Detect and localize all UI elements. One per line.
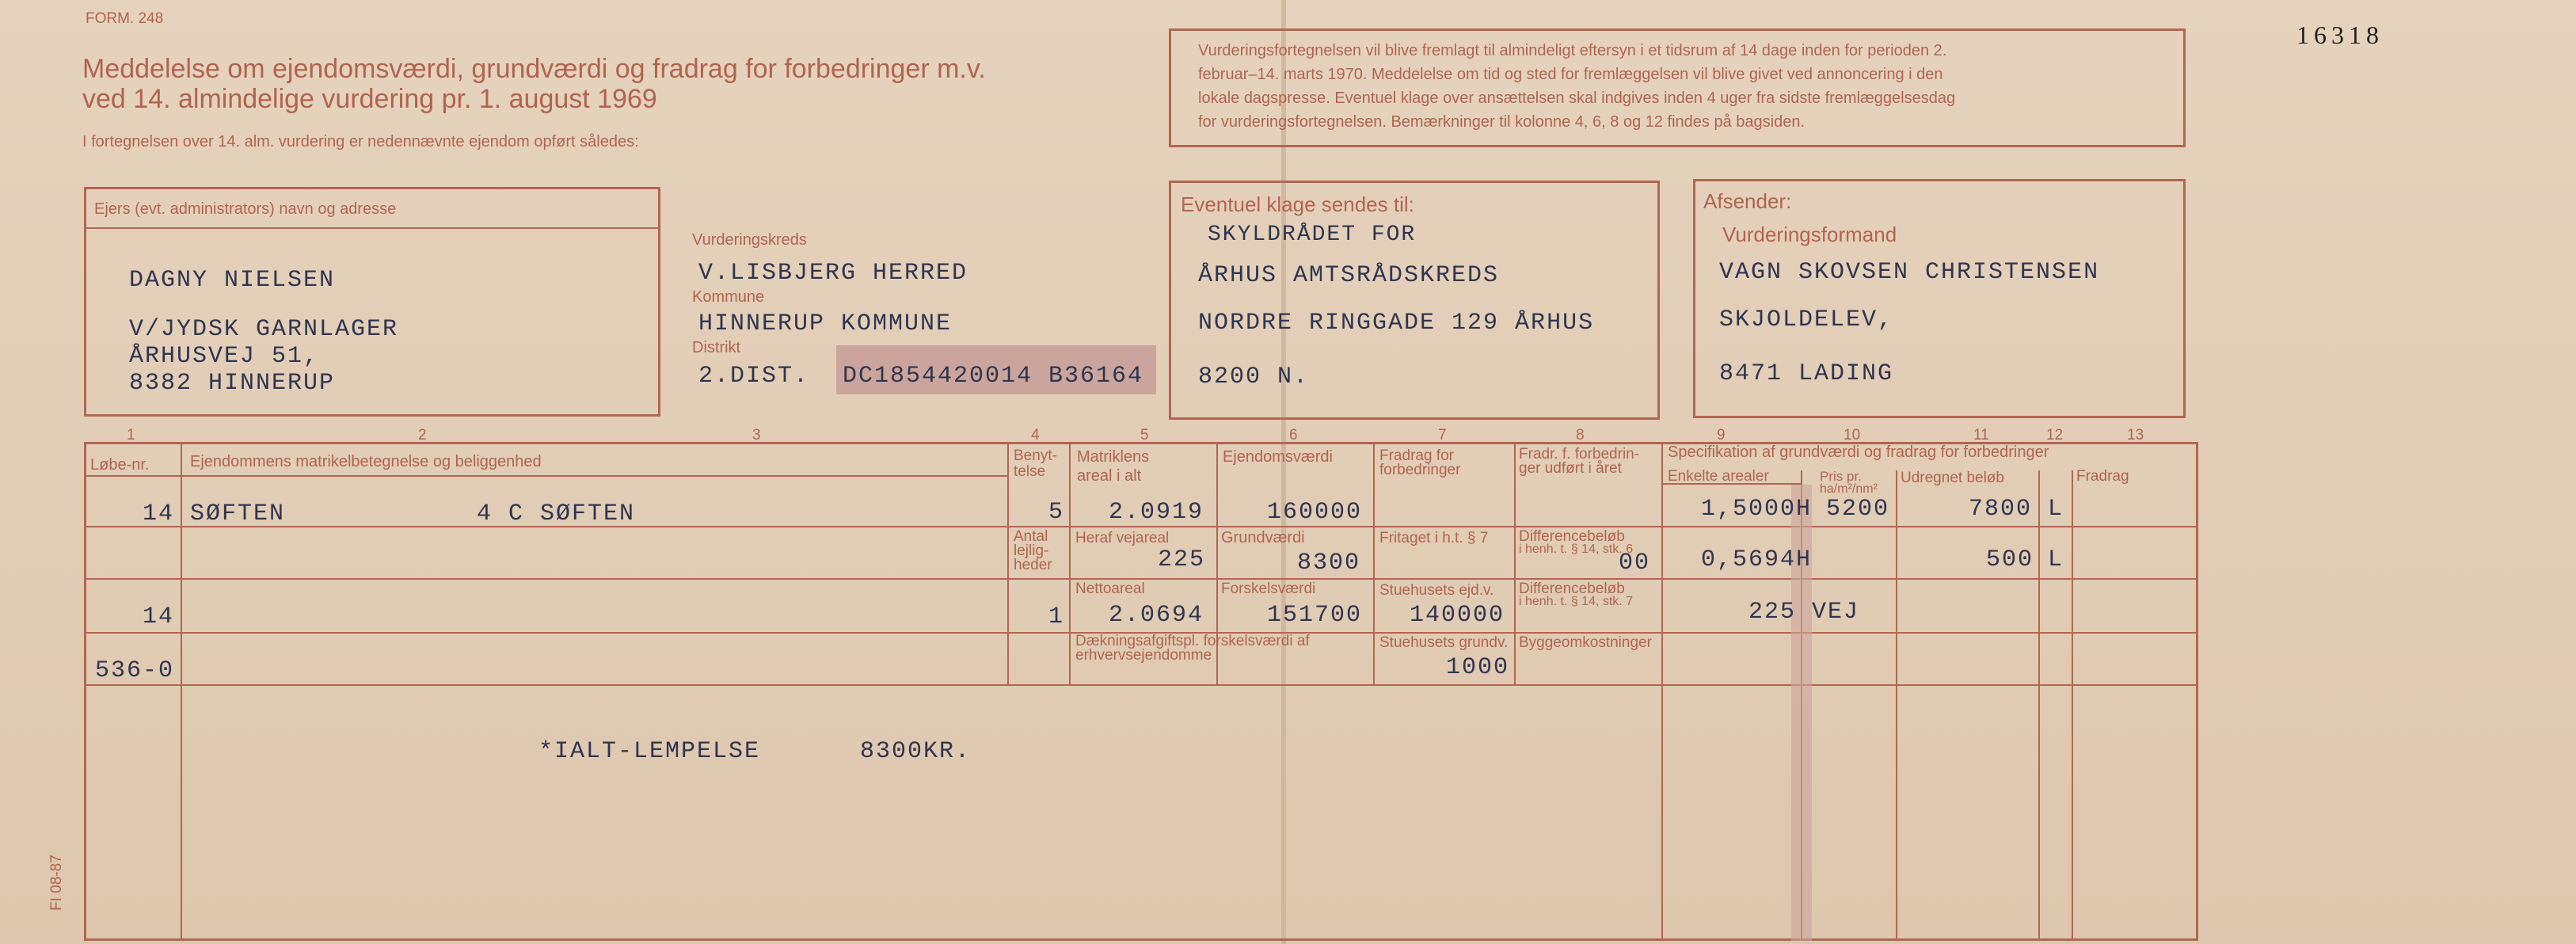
header-grundvaerdi: Grundværdi [1221, 529, 1305, 546]
col-rule-5 [1373, 442, 1375, 684]
title-line-2: ved 14. almindelige vurdering pr. 1. august 1969 [82, 84, 657, 114]
forskels-value: 151700 [1267, 602, 1363, 629]
areal-value: 2.0919 [1109, 499, 1204, 526]
matrikel-name: SØFTEN [190, 501, 286, 527]
stuehus-ejd-value: 140000 [1410, 602, 1505, 629]
afsender-address-2: 8471 LADING [1719, 360, 1894, 387]
serial-number: 16318 [2296, 21, 2384, 49]
spec-area-1: 1,5000H [1701, 496, 1813, 523]
colnum-1: 1 [127, 427, 135, 443]
header-heraf: Heraf vejareal [1075, 530, 1170, 546]
header-fradrag-2: forbedringer [1379, 462, 1461, 478]
spec-amount-1: 7800 [1969, 496, 2033, 523]
colnum-12: 12 [2046, 427, 2064, 443]
ejendomsvaerdi-value: 160000 [1267, 499, 1363, 526]
total-amount: 8300KR. [860, 738, 972, 765]
header-fradrag-1: Fradrag for [1379, 447, 1454, 464]
kommune-label: Kommune [692, 288, 765, 306]
header-udregnet: Udregnet beløb [1901, 470, 2004, 486]
afsender-label: Afsender: [1703, 189, 1792, 213]
owner-label: Ejers (evt. administrators) navn og adresse [94, 200, 397, 218]
kreds-label: Vurderingskreds [692, 231, 807, 249]
header-areal-2: areal i alt [1077, 467, 1142, 485]
header-antal-2: lejlig- [1014, 542, 1049, 559]
header-antal-1: Antal [1014, 528, 1048, 545]
owner-address-2: ÅRHUSVEJ 51, [129, 343, 320, 370]
antal-value: 1 [1048, 603, 1065, 630]
header-diff7-2: i henh. t. § 14, stk. 7 [1519, 595, 1634, 608]
netto-value: 2.0694 [1109, 602, 1204, 629]
notice-line-2: februar–14. marts 1970. Meddelelse om tid og sted for fremlæggelsen vil blive givet ved annoncering i den [1198, 66, 1943, 83]
owner-divider [86, 227, 658, 229]
spec-area-3: 225 VEJ [1748, 599, 1860, 626]
lobenr-3: 536-0 [95, 657, 175, 684]
colnum-7: 7 [1438, 427, 1447, 443]
spec-area-2: 0,5694H [1701, 546, 1813, 573]
title-line-1: Meddelelse om ejendomsværdi, grundværdi og fradrag for forbedringer m.v. [82, 54, 986, 84]
header-areal-1: Matriklens [1077, 448, 1150, 466]
header-fradr-udfort-2: ger udført i året [1519, 460, 1622, 477]
colnum-13: 13 [2127, 427, 2144, 443]
row-rule-4 [84, 684, 2198, 686]
afsender-address-1: SKJOLDELEV, [1719, 306, 1894, 333]
afsender-name: VAGN SKOVSEN CHRISTENSEN [1719, 259, 2100, 286]
afsender-box [1693, 179, 2186, 418]
row-rule-1 [84, 526, 2198, 527]
header-matrikel: Ejendommens matrikelbetegnelse og beliggenhed [190, 453, 542, 470]
header-diff6-1: Differencebeløb [1519, 528, 1625, 545]
col-rule-11 [2072, 470, 2073, 941]
header-enkelte: Enkelte arealer [1668, 468, 1769, 485]
intro-text: I fortegnelsen over 14. alm. vurdering er nedennævnte ejendom opført således: [82, 133, 639, 150]
col-rule-6 [1514, 442, 1516, 684]
row-rule-2 [84, 578, 2198, 580]
header-pris-1: Pris pr. [1820, 469, 1862, 484]
klage-line-1: SKYLDRÅDET FOR [1208, 223, 1417, 247]
colnum-3: 3 [752, 427, 761, 443]
owner-name: DAGNY NIELSEN [129, 267, 336, 294]
notice-line-4: for vurderingsfortegnelsen. Bemærkninger til kolonne 4, 6, 8 og 12 findes på bagsiden. [1198, 113, 1805, 131]
owner-address-3: 8382 HINNERUP [129, 370, 336, 397]
klage-line-2: ÅRHUS AMTSRÅDSKREDS [1198, 262, 1500, 289]
header-daekning-1: Dækningsafgiftspl. forskelsværdi af [1075, 633, 1310, 649]
colnum-10: 10 [1844, 427, 1861, 443]
spec-flag-2: L [2048, 546, 2064, 573]
owner-box [84, 187, 660, 417]
spec-amount-2: 500 [1986, 546, 2034, 573]
spec-price-1: 5200 [1826, 496, 1890, 523]
lobenr-2: 14 [143, 603, 175, 630]
diff6-value: 00 [1619, 550, 1651, 577]
colnum-11: 11 [1973, 427, 1989, 443]
header-forskels: Forskelsværdi [1221, 580, 1316, 597]
notice-line-1: Vurderingsfortegnelsen vil blive fremlagt til almindeligt eftersyn i et tidsrum af 14 dage inden for perioden 2. [1198, 42, 1947, 59]
header-fritaget: Fritaget i h.t. § 7 [1379, 530, 1489, 546]
col-rule-7 [1661, 442, 1663, 941]
stuehus-grund-value: 1000 [1446, 654, 1510, 681]
owner-address-1: V/JYDSK GARNLAGER [129, 316, 399, 343]
notice-box [1169, 29, 2186, 147]
district-code: DC1854420014 B36164 [843, 363, 1144, 390]
side-code: FI 08-87 [48, 855, 65, 911]
afsender-title: Vurderingsformand [1722, 223, 1897, 246]
col-rule-10 [2038, 470, 2040, 941]
grundvaerdi-value: 8300 [1297, 550, 1361, 577]
spec-flag-1: L [2048, 496, 2064, 523]
header-diff6-2: i henh. t. § 14, stk. 6 [1519, 542, 1634, 556]
header-lobenr: Løbe-nr. [90, 456, 150, 474]
colnum-8: 8 [1576, 427, 1585, 443]
header-daekning-2: erhvervsejendomme [1075, 647, 1212, 664]
header-pris-2: ha/m²/nm² [1820, 482, 1878, 496]
header-stuehus-grund: Stuehusets grundv. [1379, 634, 1509, 651]
klage-label: Eventuel klage sendes til: [1181, 192, 1414, 216]
lobenr-1: 14 [143, 501, 175, 527]
col-rule-3 [1069, 442, 1071, 684]
header-rule [84, 475, 1007, 477]
header-stuehus-ejd: Stuehusets ejd.v. [1379, 582, 1494, 599]
colnum-5: 5 [1140, 427, 1149, 443]
klage-line-3: NORDRE RINGGADE 129 ÅRHUS [1198, 310, 1595, 337]
kreds-value: V.LISBJERG HERRED [698, 260, 968, 287]
notice-line-3: lokale dagspresse. Eventuel klage over ansættelsen skal indgives inden 4 uger fra sidste fremlæggelsesdag [1198, 89, 1956, 107]
distrikt-label: Distrikt [692, 339, 741, 356]
matrikel-number: 4 C SØFTEN [477, 501, 636, 527]
distrikt-value: 2.DIST. [698, 363, 810, 390]
header-antal-3: heder [1014, 557, 1052, 573]
klage-box [1169, 181, 1660, 420]
colnum-6: 6 [1289, 427, 1298, 443]
benyttelse-value: 5 [1048, 499, 1065, 526]
colnum-4: 4 [1031, 427, 1040, 443]
col-rule-2 [1007, 442, 1009, 684]
header-fradr-udfort-1: Fradr. f. forbedrin- [1519, 446, 1640, 462]
header-netto: Nettoareal [1075, 580, 1145, 597]
header-ejendomsvaerdi: Ejendomsværdi [1223, 448, 1333, 466]
header-bygge: Byggeomkostninger [1519, 634, 1652, 651]
header-fradrag-13: Fradrag [2076, 468, 2129, 485]
total-label: *IALT-LEMPELSE [538, 738, 761, 765]
col-rule-1 [181, 442, 182, 941]
header-benyttelse-2: telse [1014, 463, 1046, 480]
header-benyttelse-1: Benyt- [1014, 447, 1057, 464]
header-spec: Specifikation af grundværdi og fradrag for forbedringer [1668, 443, 2049, 461]
col-rule-9 [1896, 470, 1897, 941]
klage-line-4: 8200 N. [1198, 364, 1310, 390]
form-id: FORM. 248 [86, 10, 164, 27]
header-diff7-1: Differencebeløb [1519, 580, 1625, 597]
colnum-2: 2 [418, 427, 427, 443]
kommune-value: HINNERUP KOMMUNE [698, 310, 953, 337]
colnum-9: 9 [1717, 427, 1726, 443]
heraf-value: 225 [1158, 546, 1206, 573]
